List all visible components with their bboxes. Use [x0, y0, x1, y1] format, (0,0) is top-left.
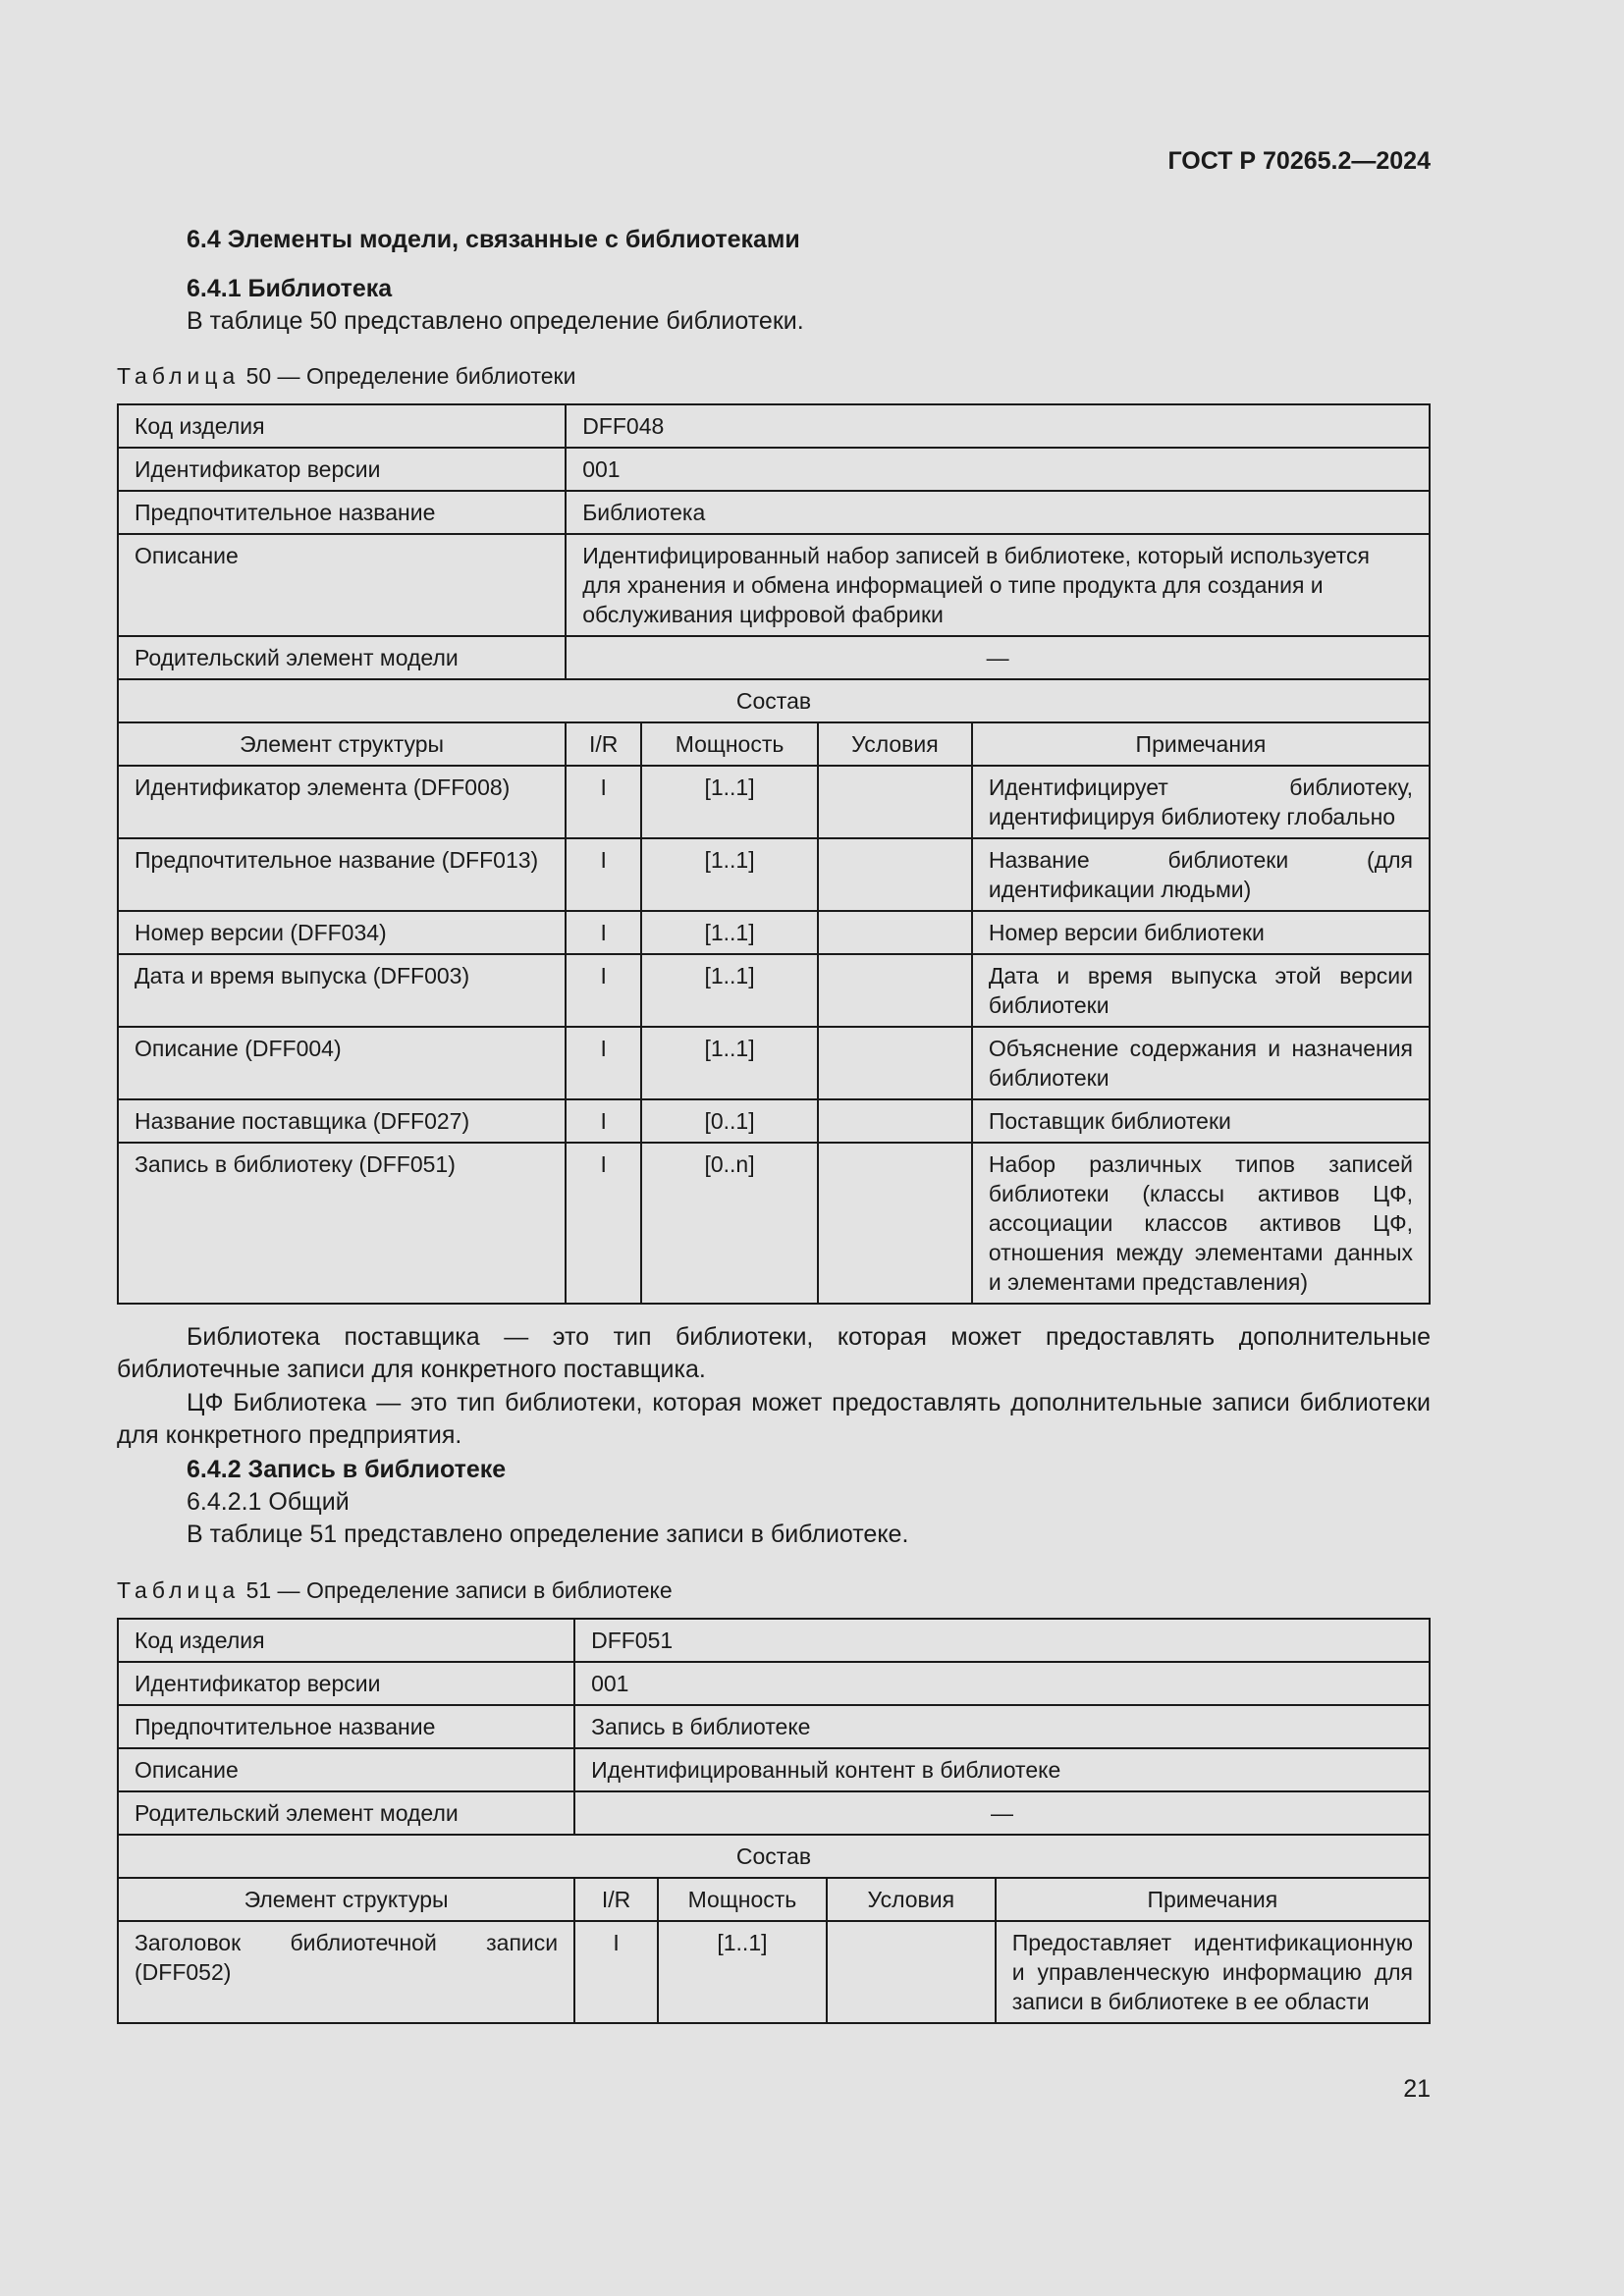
- table-row: [118, 911, 1430, 954]
- ir-value: I: [566, 838, 641, 911]
- cardinality-value: [1..1]: [641, 766, 818, 838]
- notes-value: Дата и время выпуска этой версии библиотеки: [972, 954, 1430, 1027]
- section-6-4-title: 6.4 Элементы модели, связанные с библиотеками: [187, 226, 800, 253]
- structure-element: Заголовок библиотечной записи (DFF052): [118, 1921, 574, 2023]
- conditions-value: [818, 954, 972, 1027]
- table51-caption-prefix: Таблица: [117, 1577, 241, 1603]
- property-row: [118, 491, 1430, 534]
- structure-element: Описание (DFF004): [118, 1027, 566, 1099]
- composition-title: Состав: [118, 1835, 1430, 1878]
- property-label: Код изделия: [118, 1619, 574, 1662]
- ir-header: I/R: [566, 722, 641, 766]
- header-row: [118, 722, 1430, 766]
- ir-value: I: [566, 1099, 641, 1143]
- table50-caption-prefix: Таблица: [117, 363, 241, 389]
- conditions-header: Условия: [827, 1878, 996, 1921]
- ir-value: I: [566, 766, 641, 838]
- cardinality-value: [1..1]: [641, 954, 818, 1027]
- table51-caption-rest: 51 — Определение записи в библиотеке: [245, 1577, 673, 1603]
- ir-header: I/R: [574, 1878, 658, 1921]
- property-label: Описание: [118, 1748, 574, 1791]
- ir-value: I: [566, 1143, 641, 1304]
- table50-caption-rest: 50 — Определение библиотеки: [245, 363, 576, 389]
- property-label: Код изделия: [118, 404, 566, 448]
- conditions-header: Условия: [818, 722, 972, 766]
- ir-value: I: [566, 911, 641, 954]
- property-row: [118, 1791, 1430, 1835]
- ir-value: I: [566, 1027, 641, 1099]
- table-50: [117, 403, 1431, 1305]
- ir-value: I: [574, 1921, 658, 2023]
- cardinality-value: [1..1]: [641, 838, 818, 911]
- notes-value: Номер версии библиотеки: [972, 911, 1430, 954]
- paragraph-supplier-library-text: Библиотека поставщика — это тип библиотеки, которая может предоставлять дополнительные библиотечные записи для конкретного поставщика.: [117, 1323, 1431, 1383]
- table51-caption: [117, 1577, 673, 1604]
- table-row: [118, 766, 1430, 838]
- property-row: [118, 1748, 1430, 1791]
- property-label: Родительский элемент модели: [118, 1791, 574, 1835]
- conditions-value: [827, 1921, 996, 2023]
- notes-value: Объяснение содержания и назначения библиотеки: [972, 1027, 1430, 1099]
- property-row: [118, 1705, 1430, 1748]
- property-value: Библиотека: [566, 491, 1430, 534]
- composition-title: Состав: [118, 679, 1430, 722]
- notes-header: Примечания: [996, 1878, 1430, 1921]
- table-row: [118, 954, 1430, 1027]
- property-label: Описание: [118, 534, 566, 636]
- header-row: [118, 1878, 1430, 1921]
- table-row: [118, 1921, 1430, 2023]
- composition-row: [118, 1835, 1430, 1878]
- notes-value: Набор различных типов записей библиотеки (классы активов ЦФ, ассоциации классов активов ЦФ, отношения между элементами данных и элементами представления): [972, 1143, 1430, 1304]
- paragraph-df-library-text: ЦФ Библиотека — это тип библиотеки, которая может предоставлять дополнительные записи библиотеки для конкретного предприятия.: [117, 1389, 1431, 1449]
- conditions-value: [818, 838, 972, 911]
- table-row: [118, 1143, 1430, 1304]
- property-value: —: [574, 1791, 1430, 1835]
- section-6-4-2-1-title: 6.4.2.1 Общий: [187, 1488, 350, 1516]
- composition-row: [118, 679, 1430, 722]
- structure-element: Название поставщика (DFF027): [118, 1099, 566, 1143]
- property-row: [118, 636, 1430, 679]
- conditions-value: [818, 911, 972, 954]
- property-row: [118, 404, 1430, 448]
- cardinality-value: [0..1]: [641, 1099, 818, 1143]
- property-label: Предпочтительное название: [118, 491, 566, 534]
- property-row: [118, 534, 1430, 636]
- ir-value: I: [566, 954, 641, 1027]
- cardinality-value: [1..1]: [641, 1027, 818, 1099]
- table-row: [118, 1027, 1430, 1099]
- notes-value: Поставщик библиотеки: [972, 1099, 1430, 1143]
- table-row: [118, 1099, 1430, 1143]
- property-label: Предпочтительное название: [118, 1705, 574, 1748]
- section-6-4-2-intro: В таблице 51 представлено определение записи в библиотеке.: [187, 1521, 909, 1548]
- notes-header: Примечания: [972, 722, 1430, 766]
- element-header: Элемент структуры: [118, 1878, 574, 1921]
- property-value: Запись в библиотеке: [574, 1705, 1430, 1748]
- property-value: 001: [566, 448, 1430, 491]
- conditions-value: [818, 1143, 972, 1304]
- notes-value: Предоставляет идентификационную и управленческую информацию для записи в библиотеке в ее области: [996, 1921, 1430, 2023]
- section-6-4-1-intro: В таблице 50 представлено определение библиотеки.: [187, 307, 804, 335]
- property-value: Идентифицированный контент в библиотеке: [574, 1748, 1430, 1791]
- conditions-value: [818, 766, 972, 838]
- table-51: [117, 1618, 1431, 2024]
- property-row: [118, 448, 1430, 491]
- notes-value: Идентифицирует библиотеку, идентифицируя библиотеку глобально: [972, 766, 1430, 838]
- property-value: DFF051: [574, 1619, 1430, 1662]
- cardinality-header: Мощность: [658, 1878, 827, 1921]
- paragraph-df-library: [117, 1387, 1431, 1452]
- property-label: Идентификатор версии: [118, 448, 566, 491]
- paragraph-supplier-library: [117, 1321, 1431, 1386]
- structure-element: Предпочтительное название (DFF013): [118, 838, 566, 911]
- conditions-value: [818, 1099, 972, 1143]
- property-value: DFF048: [566, 404, 1430, 448]
- notes-value: Название библиотеки (для идентификации людьми): [972, 838, 1430, 911]
- cardinality-header: Мощность: [641, 722, 818, 766]
- element-header: Элемент структуры: [118, 722, 566, 766]
- page-number: 21: [1403, 2075, 1431, 2103]
- cardinality-value: [1..1]: [658, 1921, 827, 2023]
- conditions-value: [818, 1027, 972, 1099]
- property-value: 001: [574, 1662, 1430, 1705]
- property-row: [118, 1662, 1430, 1705]
- section-6-4-2-title: 6.4.2 Запись в библиотеке: [187, 1456, 507, 1483]
- structure-element: Запись в библиотеку (DFF051): [118, 1143, 566, 1304]
- property-label: Идентификатор версии: [118, 1662, 574, 1705]
- property-label: Родительский элемент модели: [118, 636, 566, 679]
- property-value: —: [566, 636, 1430, 679]
- structure-element: Номер версии (DFF034): [118, 911, 566, 954]
- table-row: [118, 838, 1430, 911]
- table50-caption: [117, 363, 575, 390]
- structure-element: Идентификатор элемента (DFF008): [118, 766, 566, 838]
- section-6-4-1-title: 6.4.1 Библиотека: [187, 275, 393, 302]
- property-row: [118, 1619, 1430, 1662]
- cardinality-value: [1..1]: [641, 911, 818, 954]
- standard-number: ГОСТ Р 70265.2—2024: [1167, 147, 1431, 175]
- property-value: Идентифицированный набор записей в библиотеке, который используется для хранения и обмена информацией о типе продукта для создания и обслуживания цифровой фабрики: [566, 534, 1430, 636]
- cardinality-value: [0..n]: [641, 1143, 818, 1304]
- structure-element: Дата и время выпуска (DFF003): [118, 954, 566, 1027]
